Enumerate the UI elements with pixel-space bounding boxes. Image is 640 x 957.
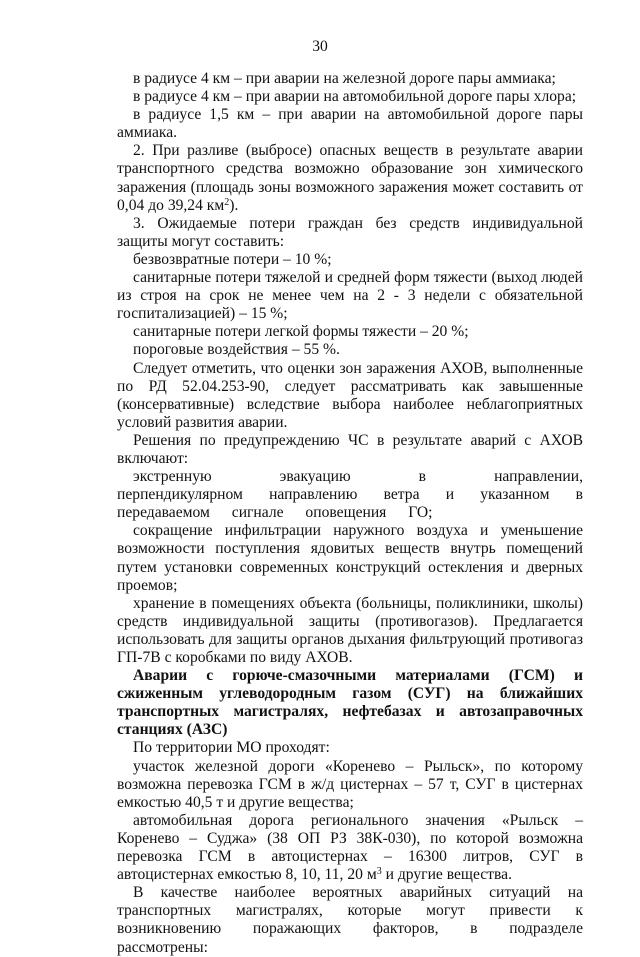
paragraph-tail: и другие вещества. [381,866,512,884]
superscript: 2 [224,196,230,208]
paragraph-text: 2. При разливе (выбросе) опасных веществ в результате аварии транспортного средства возможно образование зон химического заражения (площадь зоны возможного заражения может составить от 0,04 до 39,24 км [117,142,583,214]
paragraph: в радиусе 4 км – при аварии на железной дороге пары аммиака; [133,70,556,87]
paragraph: Следует отметить, что оценки зон заражения АХОВ, выполненные по РД 52.04.253-90, следует рассматривать как завышенные (консервативные) вследствие выбора наиболее неблагоприятных условий развития аварии. [117,359,583,431]
paragraph-tail: ). [229,196,239,214]
paragraph: По территории МО проходят: [133,739,330,757]
section-heading: Аварии с горюче-смазочными материалами (ГСМ) и сжиженным углеводородным газом (СУГ) на ближайших транспортных магистралях, нефтебазах и автозаправочных станциях (АЗС) [117,667,583,739]
paragraph: 3. Ожидаемые потери граждан без средств индивидуальной защиты могут составить: [117,214,583,250]
paragraph-text: автомобильная дорога регионального значения «Рыльск – Коренево – Суджа» (38 ОП РЗ 38К-030), по которой возможна перевозка ГСМ в автоцистернах – 16300 литров, СУГ в автоцистернах емкостью 8, 10, 11, 20 м [117,811,583,884]
list-item: безвозвратные потери – 10 %; [133,250,332,268]
list-item: участок железной дороги «Коренево – Рыльск», по которому возможна перевозка ГСМ в ж/д цистернах – 57 т, СУГ в цистернах емкостью 40,5 т и другие вещества; [117,757,583,811]
paragraph: В качестве наиболее вероятных аварийных ситуаций на транспортных магистралях, которые могут привести к возникновению поражающих факторов, в подразделе рассмотрены: [117,884,583,956]
page-number: 30 [312,38,328,55]
document-body [117,70,583,957]
list-item: санитарные потери легкой формы тяжести – 20 %; [133,323,469,341]
list-item: хранение в помещениях объекта (больницы, поликлиники, школы) средств индивидуальной защиты (противогазов). Предлагается использовать для защиты органов дыхания фильтрующий противогаз ГП-7В с коробками по виду АХОВ. [117,594,583,666]
list-item: санитарные потери тяжелой и средней форм тяжести (выход людей из строя на срок не менее чем на 2 - 3 недели с обязательной госпитализацией) – 15 %; [117,269,583,323]
paragraph: Решения по предупреждению ЧС в результате аварий с АХОВ включают: [117,431,583,467]
list-item: пороговые воздействия – 55 %. [133,341,340,359]
list-item: сокращение инфильтрации наружного воздуха и уменьшение возможности поступления ядовитых веществ внутрь помещений путем установки современных конструкций остекления и дверных проемов; [117,522,583,594]
paragraph: в радиусе 1,5 км – при аварии на автомобильной дороге пары аммиака. [117,106,583,142]
list-item [117,812,583,884]
paragraph [117,142,583,214]
list-item: экстренную эвакуацию в направлении, перпендикулярном направлению ветра и указанном в передаваемом сигнале оповещения ГО; [117,468,583,522]
superscript: 3 [376,866,382,878]
paragraph: в радиусе 4 км – при аварии на автомобильной дороге пары хлора; [133,88,577,106]
